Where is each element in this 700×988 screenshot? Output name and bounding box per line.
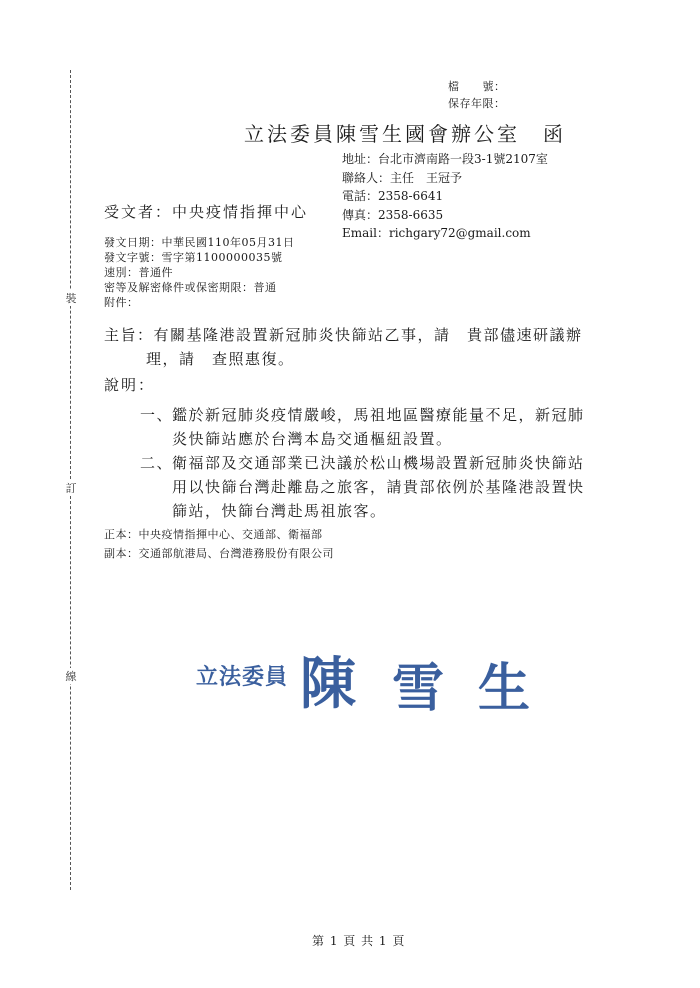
explanation-item-2-line-2: 用以快篩台灣赴離島之旅客，請貴部依例於基隆港設置快 (172, 478, 585, 496)
stamp-name-char-2: 雪 (392, 659, 445, 719)
recipient: 受文者：中央疫情指揮中心 (104, 203, 309, 221)
address: 地址：台北市濟南路一段3-1號2107室 (342, 152, 548, 166)
explanation-item-2-number: 二、 (140, 454, 174, 472)
main-recipients: 正本：中央疫情指揮中心、交通部、衛福部 (104, 528, 323, 541)
binding-char-xian: 線 (63, 668, 79, 684)
contact-person: 聯絡人：主任 王冠予 (342, 170, 463, 185)
binding-char-zhuang: 裝 (63, 290, 79, 306)
explanation-item-1-line-2: 炎快篩站應於台灣本島交通樞紐設置。 (172, 430, 453, 448)
document-number: 發文字號：雪字第1100000035號 (104, 251, 283, 264)
explanation-item-1-number: 一、 (140, 406, 174, 424)
issue-date: 發文日期：中華民國110年05月31日 (104, 236, 295, 249)
explanation-label: 說明： (104, 376, 156, 394)
secrecy-level: 密等及解密條件或保密期限：普通 (104, 281, 277, 294)
subject-line-1: 主旨：有關基隆港設置新冠肺炎快篩站乙事，請 貴部儘速研議辦 (104, 326, 583, 344)
explanation-item-2-line-3: 篩站，快篩台灣赴馬祖旅客。 (172, 502, 387, 520)
explanation-item-2-line-1: 衛福部及交通部業已決議於松山機場設置新冠肺炎快篩站 (172, 454, 585, 472)
stamp-name-char-3: 生 (478, 659, 531, 719)
binding-char-ding: 訂 (63, 480, 79, 496)
explanation-item-1-line-1: 鑑於新冠肺炎疫情嚴峻，馬祖地區醫療能量不足，新冠肺 (172, 406, 585, 424)
phone: 電話：2358-6641 (342, 189, 444, 203)
fax: 傳真：2358-6635 (342, 207, 444, 222)
attachment: 附件： (104, 296, 139, 309)
stamp-title: 立法委員 (196, 665, 289, 690)
page-number: 第 1 頁 共 1 頁 (312, 934, 406, 948)
subject-line-2: 理，請 查照惠復。 (146, 350, 295, 368)
delivery-speed: 速別：普通件 (104, 266, 173, 279)
retention-period-label: 保存年限： (448, 97, 506, 110)
copy-recipients: 副本：交通部航港局、台灣港務股份有限公司 (104, 547, 334, 560)
file-number-label: 檔 號： (448, 80, 506, 93)
contact-block (342, 150, 548, 243)
stamp-name-char-1: 陳 (300, 652, 356, 717)
document-title: 立法委員陳雪生國會辦公室 函 (244, 122, 566, 146)
email: Email：richgary72@gmail.com (342, 226, 531, 240)
